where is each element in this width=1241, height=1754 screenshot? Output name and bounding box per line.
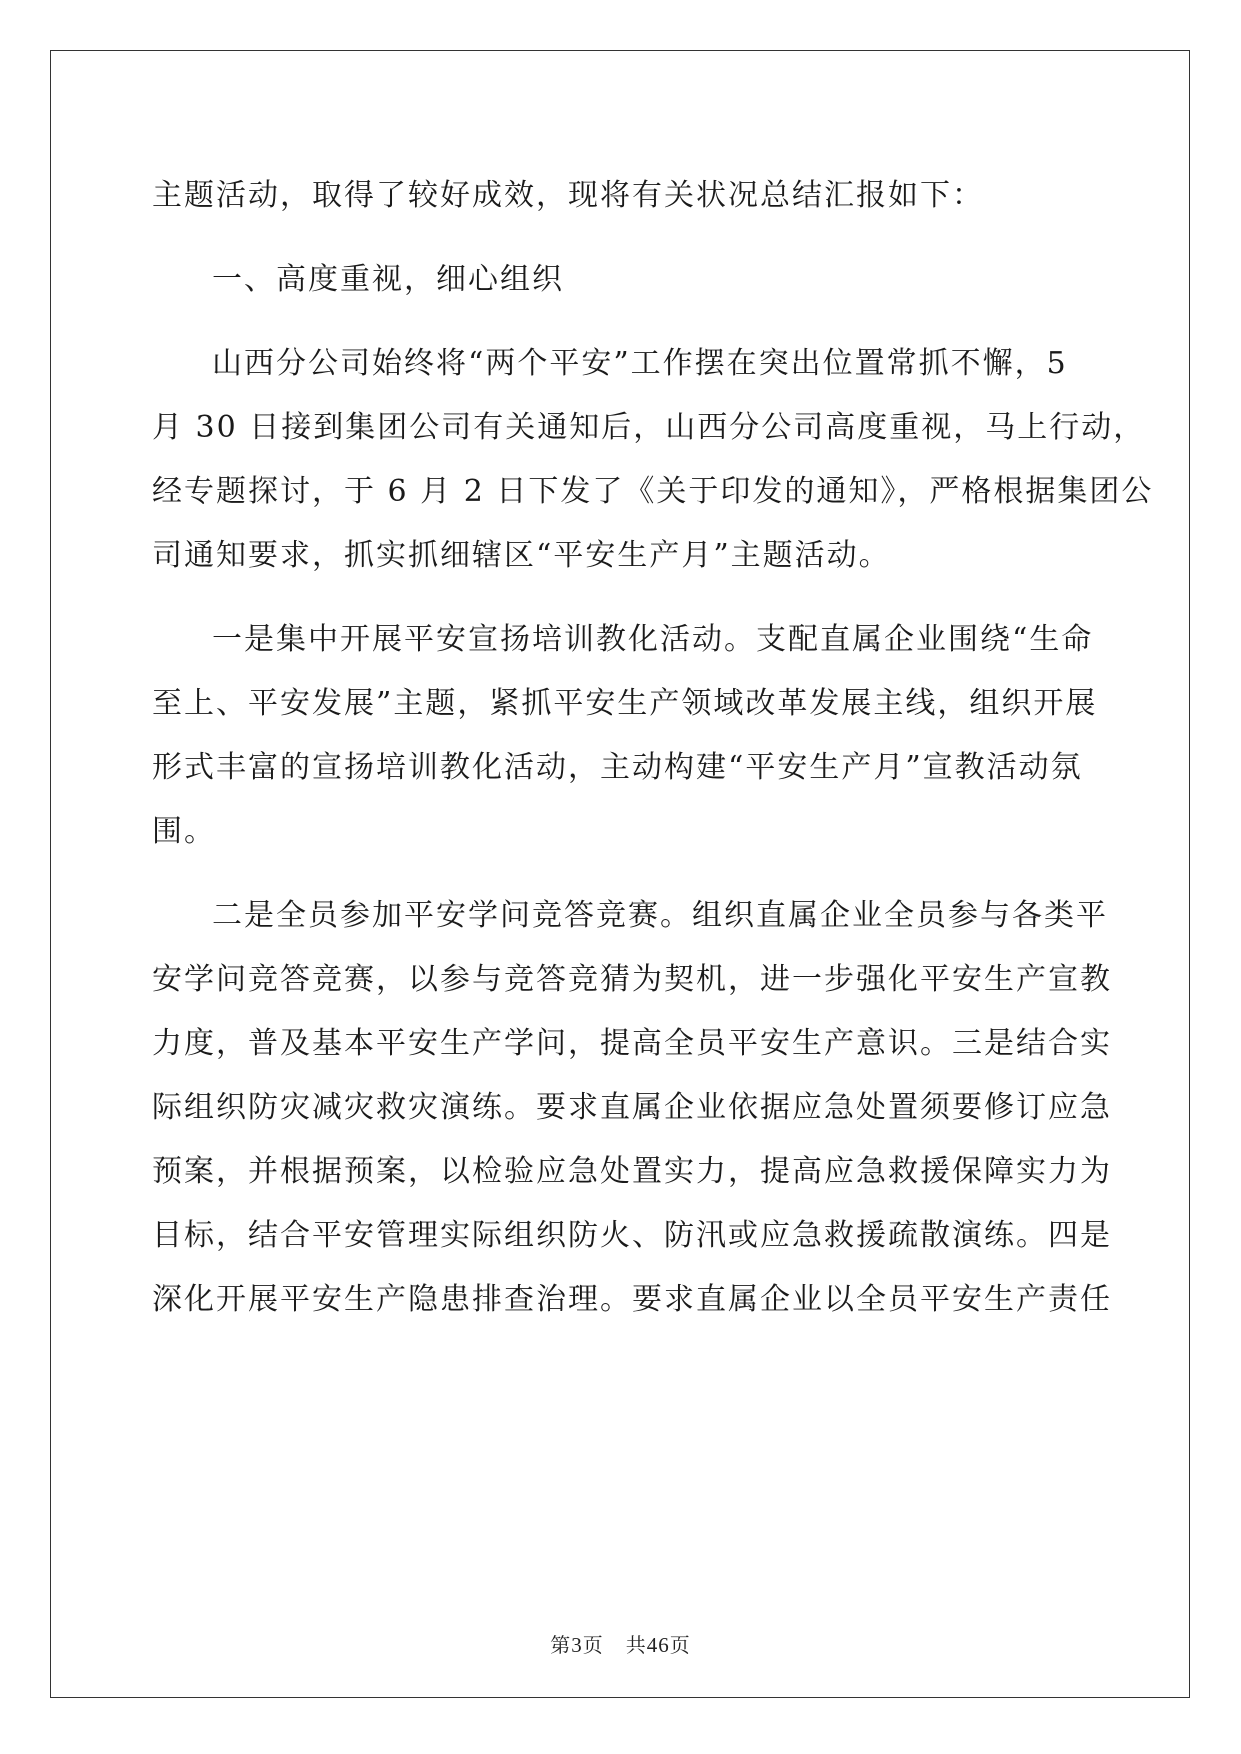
body-text-line: 力度，普及基本平安生产学问，提高全员平安生产意识。三是结合实 (152, 1026, 1112, 1061)
body-text-line: 月 30 日接到集团公司有关通知后，山西分公司高度重视，马上行动， (152, 410, 1146, 445)
body-text-line: 至上、平安发展”主题，紧抓平安生产领域改革发展主线，组织开展 (152, 686, 1098, 721)
body-text-line: 一是集中开展平安宣扬培训教化活动。支配直属企业围绕“生命 (212, 622, 1094, 657)
body-text-line: 安学问竞答竞赛，以参与竞答竞猜为契机，进一步强化平安生产宣教 (152, 962, 1112, 997)
section-heading: 一、高度重视，细心组织 (212, 262, 564, 297)
total-pages: 46 (646, 1633, 670, 1657)
body-text-line: 形式丰富的宣扬培训教化活动，主动构建“平安生产月”宣教活动氛 (152, 750, 1083, 785)
body-text-line: 司通知要求，抓实抓细辖区“平安生产月”主题活动。 (152, 538, 891, 573)
body-text-line: 主题活动，取得了较好成效，现将有关状况总结汇报如下： (152, 178, 984, 213)
body-text-line: 际组织防灾减灾救灾演练。要求直属企业依据应急处置须要修订应急 (152, 1090, 1112, 1125)
body-text-line: 目标，结合平安管理实际组织防火、防汛或应急救援疏散演练。四是 (152, 1218, 1112, 1253)
body-text-line: 二是全员参加平安学问竞答竞赛。组织直属企业全员参与各类平 (212, 898, 1108, 933)
body-text-line: 围。 (152, 814, 216, 849)
page-footer (0, 1629, 1241, 1658)
page-prefix: 第 (550, 1633, 572, 1657)
body-text-line: 深化开展平安生产隐患排查治理。要求直属企业以全员平安生产责任 (152, 1282, 1112, 1317)
document-body (152, 164, 1154, 1332)
page-suffix: 页 (582, 1633, 604, 1657)
body-text-line: 经专题探讨，于 6 月 2 日下发了《关于印发的通知》，严格根据集团公 (152, 474, 1154, 509)
total-prefix: 共 (625, 1633, 647, 1657)
body-text-line: 山西分公司始终将“两个平安”工作摆在突出位置常抓不懈，5 (212, 346, 1068, 381)
body-text-line: 预案，并根据预案，以检验应急处置实力，提高应急救援保障实力为 (152, 1154, 1112, 1189)
total-suffix: 页 (669, 1633, 691, 1657)
page-number: 3 (571, 1633, 583, 1657)
